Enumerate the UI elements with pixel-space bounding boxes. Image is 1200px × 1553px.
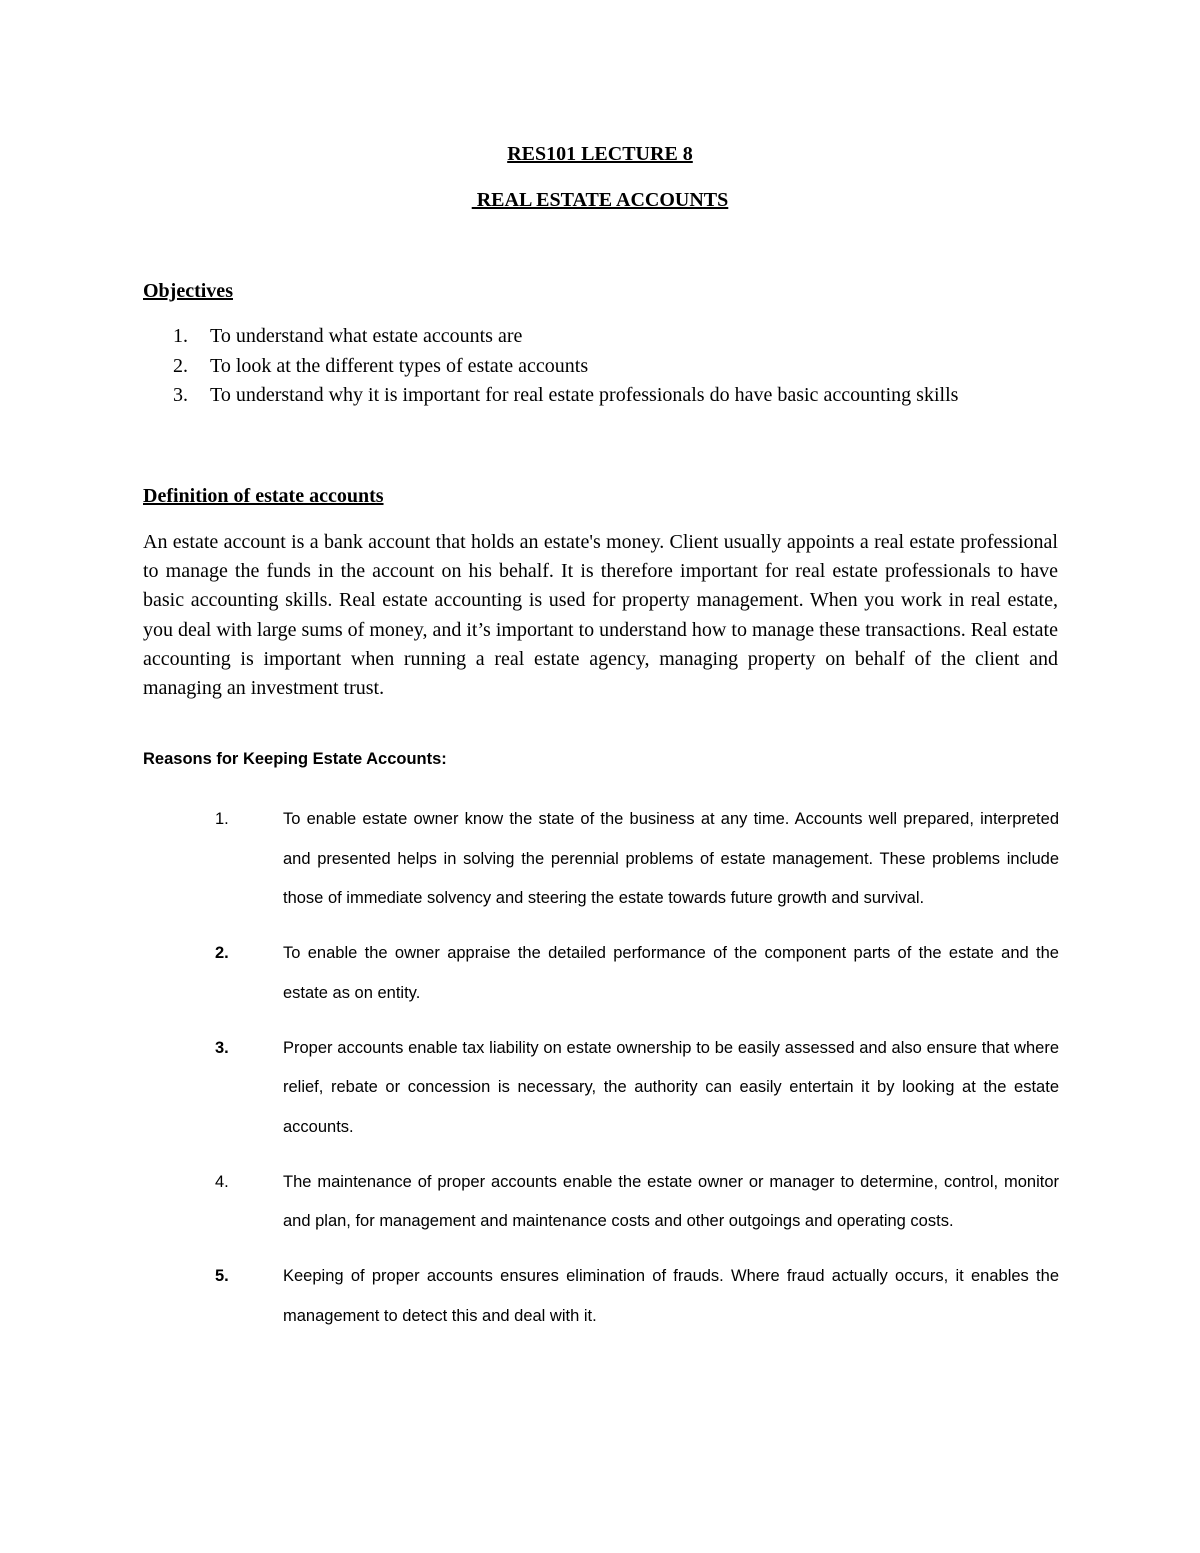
objective-text: To look at the different types of estate accounts bbox=[210, 354, 589, 377]
objective-text: To understand why it is important for real estate professionals do have basic accounting skills bbox=[210, 384, 959, 406]
reason-text: The maintenance of proper accounts enable the estate owner or manager to determine, control, monitor and plan, for management and maintenance costs and other outgoings and operating costs. bbox=[283, 1172, 1059, 1230]
reason-item bbox=[143, 1029, 1059, 1148]
objective-item bbox=[143, 322, 1053, 352]
objective-number: 1. bbox=[173, 325, 188, 347]
reason-number: 3. bbox=[215, 1038, 229, 1057]
reason-item bbox=[143, 934, 1059, 1013]
objective-number: 2. bbox=[173, 354, 188, 377]
reason-text: Proper accounts enable tax liability on estate ownership to be easily assessed and also ensure that where relief, rebate or concession is necessary, the authority can easily entertain it by looking at the estate accounts. bbox=[283, 1038, 1059, 1136]
reason-item bbox=[143, 1257, 1059, 1336]
reason-item bbox=[143, 800, 1059, 919]
reason-number: 1. bbox=[215, 810, 229, 828]
objectives-heading: Objectives bbox=[143, 280, 233, 302]
objective-text: To understand what estate accounts are bbox=[210, 325, 523, 347]
reason-number: 5. bbox=[215, 1267, 229, 1285]
reason-text: To enable estate owner know the state of the business at any time. Accounts well prepared, interpreted and presented helps in solving the perennial problems of estate management. These problems include those of immediate solvency and steering the estate towards future growth and survival. bbox=[283, 810, 1059, 907]
reasons-list bbox=[143, 800, 1059, 1352]
reasons-heading: Reasons for Keeping Estate Accounts: bbox=[143, 750, 447, 768]
objectives-list bbox=[143, 322, 1053, 411]
document-title: REAL ESTATE ACCOUNTS bbox=[471, 189, 729, 211]
objective-item bbox=[143, 381, 1053, 411]
reason-number: 4. bbox=[215, 1172, 229, 1191]
reason-number: 2. bbox=[215, 944, 229, 962]
reason-text: Keeping of proper accounts ensures elimination of frauds. Where fraud actually occurs, it enables the management to detect this and deal with it. bbox=[283, 1267, 1059, 1325]
reason-item bbox=[143, 1163, 1059, 1242]
reason-text: To enable the owner appraise the detailed performance of the component parts of the estate and the estate as on entity. bbox=[283, 944, 1059, 1002]
definition-paragraph: An estate account is a bank account that holds an estate's money. Client usually appoints a real estate professional to manage the funds in the account on his behalf. It is therefore important for real estate professionals to have basic accounting skills. Real estate accounting is used for property management. When you work in real estate, you deal with large sums of money, and it’s important to understand how to manage these transactions. Real estate accounting is important when running a real estate agency, managing property on behalf of the client and managing an investment trust. bbox=[143, 531, 1058, 700]
lecture-title: RES101 LECTURE 8 bbox=[507, 143, 693, 165]
definition-heading: Definition of estate accounts bbox=[143, 485, 384, 507]
objective-number: 3. bbox=[173, 384, 188, 406]
objective-item bbox=[143, 352, 1053, 382]
